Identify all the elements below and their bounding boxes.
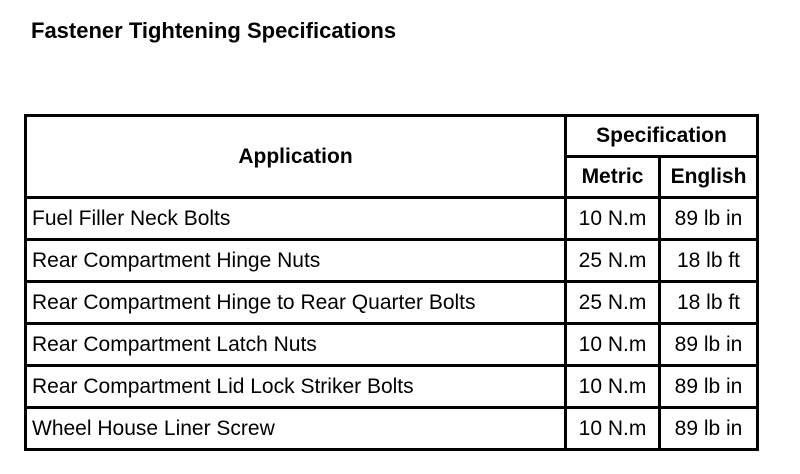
cell-metric: 10 N.m bbox=[566, 198, 660, 240]
cell-english: 18 lb ft bbox=[660, 282, 758, 324]
header-metric: Metric bbox=[566, 157, 660, 198]
header-application: Application bbox=[26, 116, 566, 198]
cell-metric: 10 N.m bbox=[566, 408, 660, 450]
header-english: English bbox=[660, 157, 758, 198]
table-header-row bbox=[26, 116, 758, 157]
cell-metric: 10 N.m bbox=[566, 366, 660, 408]
table-row bbox=[26, 324, 758, 366]
table-row bbox=[26, 408, 758, 450]
cell-application: Rear Compartment Hinge to Rear Quarter Bolts bbox=[26, 282, 566, 324]
table-row bbox=[26, 198, 758, 240]
cell-metric: 10 N.m bbox=[566, 324, 660, 366]
cell-english: 89 lb in bbox=[660, 324, 758, 366]
cell-application: Fuel Filler Neck Bolts bbox=[26, 198, 566, 240]
cell-english: 89 lb in bbox=[660, 366, 758, 408]
table-row bbox=[26, 240, 758, 282]
cell-english: 89 lb in bbox=[660, 408, 758, 450]
cell-english: 89 lb in bbox=[660, 198, 758, 240]
table-row bbox=[26, 366, 758, 408]
cell-application: Wheel House Liner Screw bbox=[26, 408, 566, 450]
cell-application: Rear Compartment Hinge Nuts bbox=[26, 240, 566, 282]
page-title: Fastener Tightening Specifications bbox=[31, 18, 397, 43]
cell-metric: 25 N.m bbox=[566, 240, 660, 282]
header-specification: Specification bbox=[566, 116, 758, 157]
cell-application: Rear Compartment Lid Lock Striker Bolts bbox=[26, 366, 566, 408]
cell-metric: 25 N.m bbox=[566, 282, 660, 324]
cell-english: 18 lb ft bbox=[660, 240, 758, 282]
fastener-spec-table bbox=[24, 114, 759, 451]
cell-application: Rear Compartment Latch Nuts bbox=[26, 324, 566, 366]
table-row bbox=[26, 282, 758, 324]
